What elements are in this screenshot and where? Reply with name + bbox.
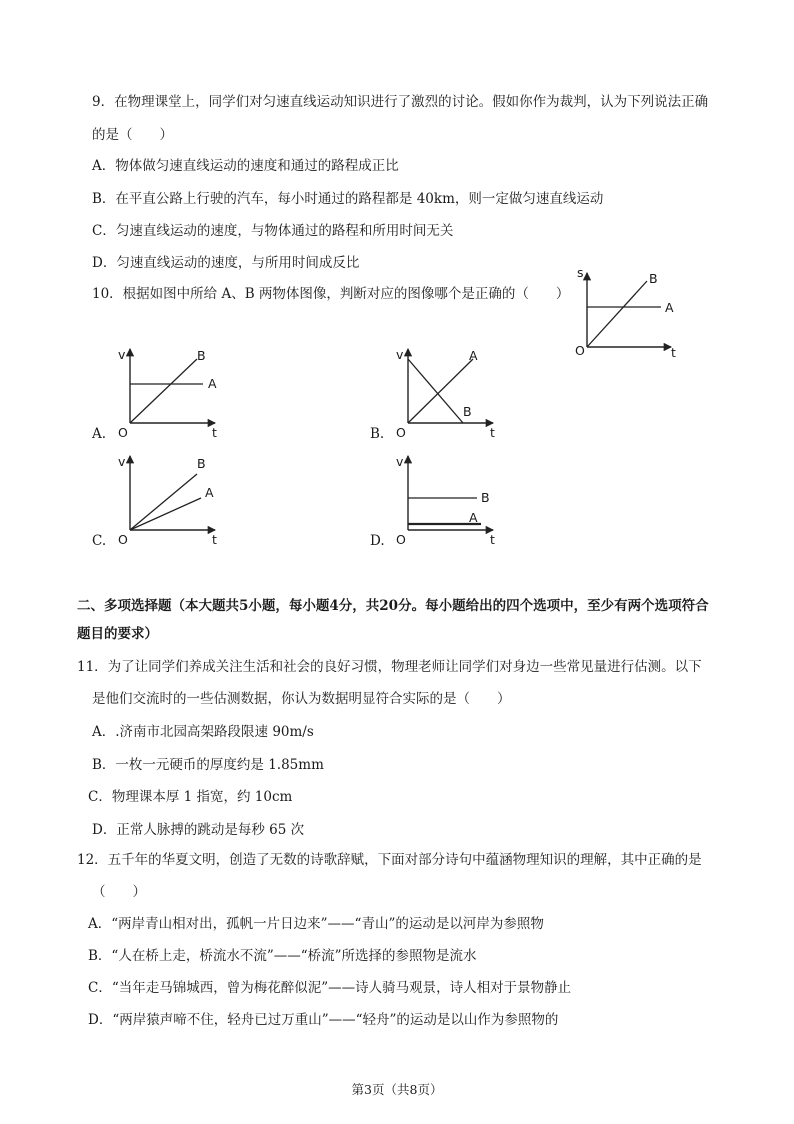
q9-option-b: B．在平直公路上行驶的汽车，每小时通过的路程都是 40km，则一定做匀速直线运动 — [92, 191, 604, 207]
q12-option-d: D．“两岸猿声啼不住，轻舟已过万重山”——“轻舟”的运动是以山作为参照物的 — [88, 1012, 559, 1028]
q9-option-c: C．匀速直线运动的速度，与物体通过的路程和所用时间无关 — [92, 223, 454, 239]
main-b-label: B — [649, 271, 658, 286]
page-footer: 第3页（共8页） — [351, 1082, 443, 1097]
q12-stem-line1: 12．五千年的华夏文明，创造了无数的诗歌辞赋，下面对部分诗句中蕴涵物理知识的理解，其中正确的是 — [77, 852, 702, 868]
graph-a-a-label: A — [208, 376, 217, 391]
q12-option-b: B．“人在桥上走，桥流水不流”——“桥流”所选择的参照物是流水 — [88, 948, 477, 964]
graph-d-origin-label: O — [396, 532, 406, 547]
graph-d-x-label: t — [490, 532, 495, 547]
q11-option-c: C．物理课本厚 1 指宽，约 10cm — [88, 789, 293, 805]
main-origin-label: O — [575, 343, 585, 358]
graph-b-a-label: A — [469, 348, 478, 363]
graph-c-y-label: v — [118, 454, 126, 469]
graph-b-b-label: B — [463, 404, 472, 419]
graph-a-line-b — [130, 359, 197, 423]
q11-stem-line2: 是他们交流时的一些估测数据，你认为数据明显符合实际的是（ ） — [92, 691, 511, 707]
graph-a-origin-label: O — [118, 425, 128, 440]
graph-c-b-label: B — [197, 456, 206, 471]
q11-stem-line1: 11．为了让同学们养成关注生活和社会的良好习惯，物理老师让同学们对身边一些常见量进行估测。以下 — [77, 659, 702, 675]
q9-option-a: A．物体做匀速直线运动的速度和通过的路程成正比 — [92, 158, 399, 174]
q10-option-c-label: C. — [92, 533, 107, 549]
q10-stem: 10．根据如图中所给 A、B 两物体图像，判断对应的图像哪个是正确的（ ） — [92, 286, 570, 302]
graph-c-a-label: A — [205, 485, 214, 500]
graph-b-origin-label: O — [396, 425, 406, 440]
q10-graph-d — [393, 450, 508, 550]
main-line-b — [587, 281, 647, 347]
graph-b-y-label: v — [396, 347, 404, 362]
q10-graph-b — [393, 343, 508, 443]
q10-graph-c — [115, 450, 230, 550]
q10-option-a-label: A. — [92, 426, 107, 442]
graph-d-a-label: A — [469, 510, 478, 525]
q10-main-graph — [575, 265, 685, 360]
graph-d-y-label: v — [396, 454, 404, 469]
graph-b-x-label: t — [490, 425, 495, 440]
q10-option-b-label: B. — [370, 426, 385, 442]
q11-option-b: B．一枚一元硬币的厚度约是 1.85mm — [92, 757, 324, 773]
q9-stem-line1: 9．在物理课堂上，同学们对匀速直线运动知识进行了激烈的讨论。假如你作为裁判，认为下列说法正确 — [92, 94, 709, 110]
q9-stem-line2: 的是（ ） — [92, 127, 173, 143]
q9-option-d: D．匀速直线运动的速度，与所用时间成反比 — [92, 255, 360, 271]
graph-b-line-b — [408, 359, 463, 423]
q12-option-a: A．“两岸青山相对出，孤帆一片日边来”——“青山”的运动是以河岸为参照物 — [88, 916, 544, 932]
q10-option-d-label: D. — [370, 533, 385, 549]
graph-c-origin-label: O — [118, 532, 128, 547]
graph-a-b-label: B — [197, 348, 206, 363]
graph-c-line-b — [130, 474, 197, 530]
q11-option-d: D．正常人脉搏的跳动是每秒 65 次 — [92, 822, 305, 838]
graph-c-x-label: t — [212, 532, 217, 547]
graph-d-b-label: B — [481, 490, 490, 505]
q10-graph-a — [115, 343, 230, 443]
q12-stem-line2: （ ） — [92, 884, 146, 900]
main-x-label: t — [671, 345, 676, 360]
q11-option-a: A．.济南市北园高架路段限速 90m/s — [92, 724, 314, 740]
graph-a-x-label: t — [212, 425, 217, 440]
section-2-header-line1: 二、多项选择题（本大题共5小题，每小题4分，共20分。每小题给出的四个选项中，至少有两个选项符合 — [77, 598, 709, 614]
graph-a-y-label: v — [118, 347, 126, 362]
main-y-label: s — [577, 265, 584, 280]
main-a-label: A — [665, 300, 674, 315]
section-2-header-line2: 题目的要求） — [77, 626, 158, 642]
graph-c-line-a — [130, 498, 201, 530]
q12-option-c: C．“当年走马锦城西，曾为梅花醉似泥”——诗人骑马观景，诗人相对于景物静止 — [88, 980, 572, 996]
